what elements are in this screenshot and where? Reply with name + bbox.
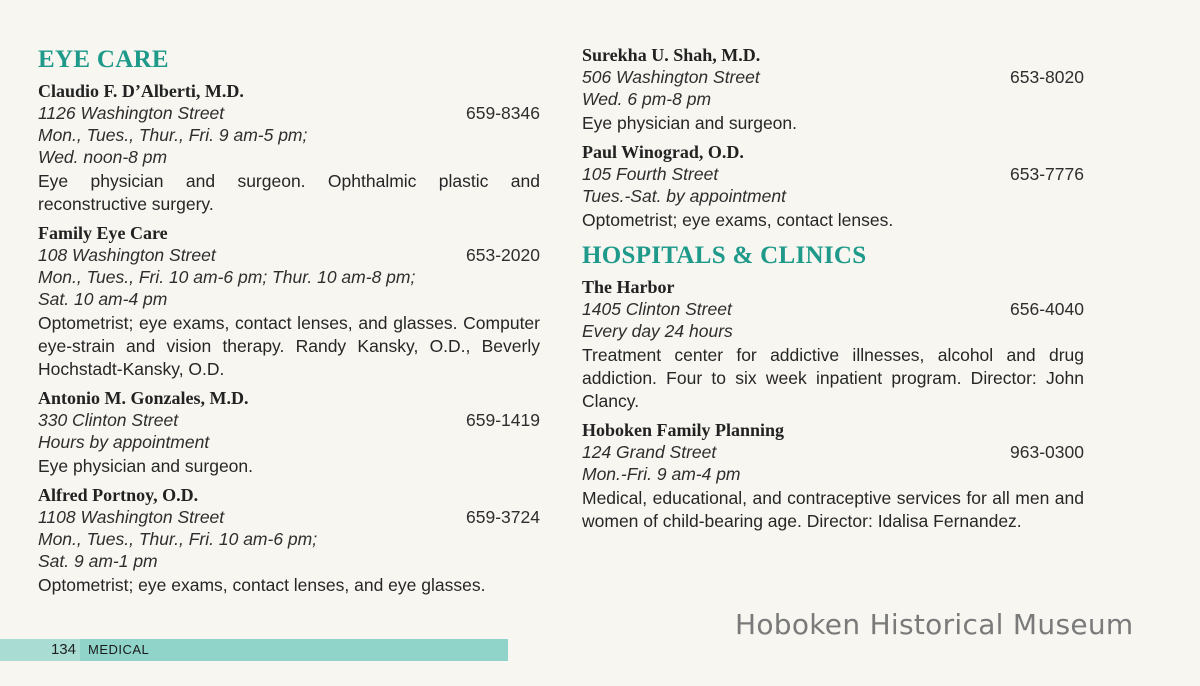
listing-entry xyxy=(38,387,540,478)
listing-address: 108 Washington Street xyxy=(38,245,216,265)
listing-entry xyxy=(38,80,540,216)
listing-entry xyxy=(582,276,1084,413)
listing-hours: Sat. 9 am-1 pm xyxy=(38,551,158,571)
listing-hours: Every day 24 hours xyxy=(582,321,733,341)
right-column xyxy=(582,44,1084,539)
listing-name: Paul Winograd, O.D. xyxy=(582,142,744,162)
listing-phone: 963-0300 xyxy=(1010,442,1084,462)
listing-entry xyxy=(582,44,1084,135)
listing-hours: Wed. 6 pm-8 pm xyxy=(582,89,712,109)
listing-address: 506 Washington Street xyxy=(582,67,760,87)
museum-watermark: Hoboken Historical Museum xyxy=(735,608,1134,641)
listing-name: Antonio M. Gonzales, M.D. xyxy=(38,388,249,408)
listing-entry xyxy=(582,419,1084,533)
listing-hours: Mon., Tues., Thur., Fri. 9 am-5 pm; xyxy=(38,125,308,145)
section-heading-hospitals: HOSPITALS & CLINICS xyxy=(582,242,867,269)
listing-entry xyxy=(582,141,1084,232)
listing-entry xyxy=(38,484,540,597)
left-column xyxy=(38,42,540,603)
listing-hours: Mon.-Fri. 9 am-4 pm xyxy=(582,464,741,484)
listing-phone: 653-8020 xyxy=(1010,67,1084,87)
listing-name: Claudio F. D’Alberti, M.D. xyxy=(38,81,244,101)
listing-name: The Harbor xyxy=(582,277,675,297)
listing-entry xyxy=(38,222,540,381)
listing-address: 124 Grand Street xyxy=(582,442,717,462)
listing-hours: Mon., Tues., Thur., Fri. 10 am-6 pm; xyxy=(38,529,318,549)
listing-hours: Wed. noon-8 pm xyxy=(38,147,168,167)
listing-phone: 659-3724 xyxy=(466,507,540,527)
listing-phone: 653-7776 xyxy=(1010,164,1084,184)
listing-hours: Hours by appointment xyxy=(38,432,210,452)
listing-description: Eye physician and surgeon. Ophthalmic plastic and reconstructive surgery. xyxy=(38,171,540,214)
section-heading-eye-care: EYE CARE xyxy=(38,46,169,73)
listing-name: Surekha U. Shah, M.D. xyxy=(582,45,761,65)
listing-description: Optometrist; eye exams, contact lenses, and glasses. Computer eye-strain and vision therapy. Randy Kansky, O.D., Beverly Hochstadt-Kansky, O.D. xyxy=(38,313,540,379)
listing-description: Eye physician and surgeon. xyxy=(582,113,797,133)
listing-phone: 656-4040 xyxy=(1010,299,1084,319)
listing-address: 1405 Clinton Street xyxy=(582,299,732,319)
listing-phone: 653-2020 xyxy=(466,245,540,265)
listing-name: Alfred Portnoy, O.D. xyxy=(38,485,199,505)
listing-address: 1126 Washington Street xyxy=(38,103,225,123)
listing-address: 105 Fourth Street xyxy=(582,164,719,184)
listing-name: Family Eye Care xyxy=(38,223,168,243)
listing-description: Eye physician and surgeon. xyxy=(38,456,253,476)
listing-address: 1108 Washington Street xyxy=(38,507,225,527)
listing-description: Medical, educational, and contraceptive services for all men and women of child-bearing age. Director: Idalisa Fernandez. xyxy=(582,488,1084,531)
listing-description: Optometrist; eye exams, contact lenses, and eye glasses. xyxy=(38,575,486,595)
listing-name: Hoboken Family Planning xyxy=(582,420,785,440)
listing-hours: Mon., Tues., Fri. 10 am-6 pm; Thur. 10 am-8 pm; xyxy=(38,267,416,287)
listing-description: Optometrist; eye exams, contact lenses. xyxy=(582,210,894,230)
listing-hours: Sat. 10 am-4 pm xyxy=(38,289,168,309)
listing-phone: 659-1419 xyxy=(466,410,540,430)
listing-description: Treatment center for addictive illnesses, alcohol and drug addiction. Four to six week inpatient program. Director: John Clancy. xyxy=(582,345,1084,411)
listing-address: 330 Clinton Street xyxy=(38,410,179,430)
listing-phone: 659-8346 xyxy=(466,103,540,123)
listing-hours: Tues.-Sat. by appointment xyxy=(582,186,786,206)
section-label: MEDICAL xyxy=(88,642,150,657)
page-number: 134 xyxy=(0,639,80,661)
